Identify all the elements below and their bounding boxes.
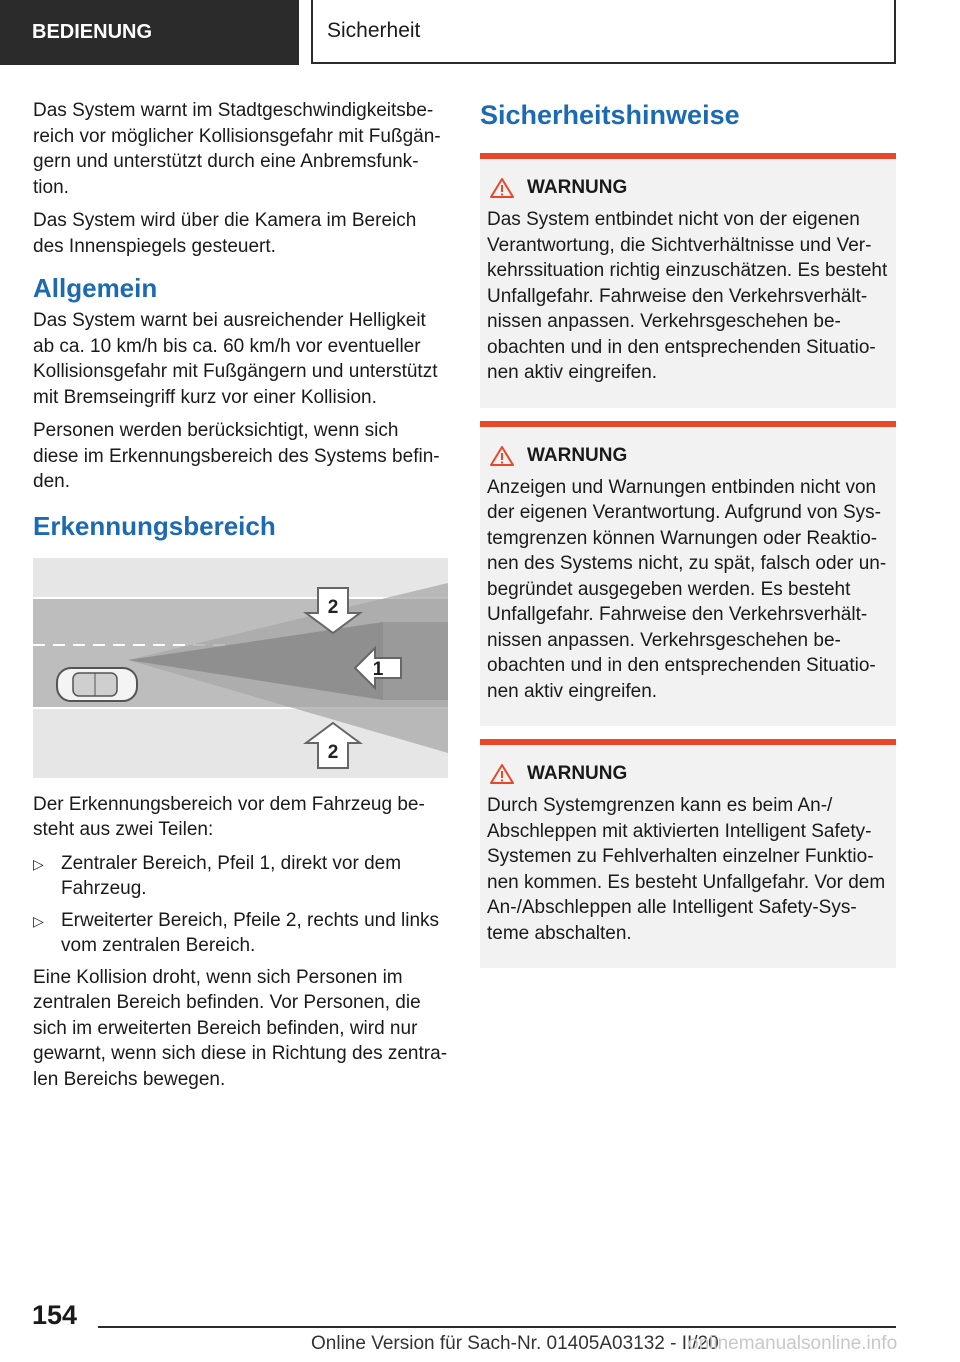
warning-label: WARNUNG bbox=[527, 177, 628, 198]
arrow-label-1: 1 bbox=[372, 658, 384, 680]
intro-paragraph: Das System warnt im Stadtgeschwindigkeitsbereich vor möglicher Kollisionsgefahr mit Fußgängern und unterstützt durch eine Anbremsfunktion. bbox=[33, 100, 441, 198]
warning-label: WARNUNG bbox=[527, 763, 628, 784]
footer-text: Online Version für Sach-Nr. 01405A03132 - II/20 bbox=[311, 1333, 719, 1354]
list-item: ▷ Zentraler Bereich, Pfeil 1, direkt vor dem Fahrzeug. bbox=[33, 852, 402, 899]
footer-divider bbox=[98, 1326, 896, 1328]
section-label: BEDIENUNG bbox=[32, 21, 153, 43]
heading-allgemein: Allgemein bbox=[33, 273, 158, 303]
intro-paragraph: Das System wird über die Kamera im Bereich des Innenspiegels gesteuert. bbox=[33, 210, 417, 257]
body-paragraph: Der Erkennungsbereich vor dem Fahrzeug besteht aus zwei Teilen: bbox=[33, 793, 425, 840]
warning-triangle-icon bbox=[489, 445, 515, 467]
warning-text: Durch Systemgrenzen kann es beim An-/ Abschleppen mit aktivierten Intelligent Safety-Systemen zu Fehlverhalten einzelner Funktionen kommen. Es besteht Unfallgefahr. Vor dem An-/Abschleppen alle Intelligent Safety-Systeme abschalten. bbox=[487, 795, 886, 944]
arrow-label-2-top: 2 bbox=[327, 596, 339, 618]
left-column bbox=[33, 98, 448, 1100]
right-column bbox=[480, 98, 896, 981]
section-tab bbox=[0, 0, 299, 65]
heading-sicherheitshinweise: Sicherheitshinweise bbox=[480, 100, 740, 130]
body-paragraph: Personen werden berücksichtigt, wenn sich diese im Erkennungsbereich des Systems befinden. bbox=[33, 420, 440, 492]
warning-text: Das System entbindet nicht von der eigenen Verantwortung, die Sichtverhältnisse und Verkehrssituation richtig einzuschätzen. Es besteht Unfallgefahr. Fahrweise den Verkehrsverhältnissen anpassen. Verkehrsgeschehen beobachten und in den entsprechenden Situationen aktiv eingreifen. bbox=[487, 209, 888, 383]
warning-box bbox=[480, 153, 896, 408]
page-number: 154 bbox=[32, 1300, 78, 1330]
triangle-bullet-icon: ▷ bbox=[33, 855, 44, 872]
arrow-label-2-bottom: 2 bbox=[327, 741, 339, 763]
heading-erkennungsbereich: Erkennungsbereich bbox=[33, 510, 276, 541]
warning-triangle-icon bbox=[489, 763, 515, 785]
detection-list bbox=[33, 851, 448, 959]
watermark: onlinemanualsonline.info bbox=[688, 1333, 898, 1354]
body-paragraph: Eine Kollision droht, wenn sich Personen im zentralen Bereich befinden. Vor Personen, die sich im erweiterten Bereich befinden, wird nur gewarnt, wenn sich diese in Richtung des zentralen Bereichs bewegen. bbox=[33, 966, 448, 1090]
list-item: ▷ Erweiterter Bereich, Pfeile 2, rechts und links vom zentralen Bereich. bbox=[33, 909, 440, 956]
detection-range-diagram bbox=[33, 558, 448, 778]
page-header bbox=[311, 0, 896, 64]
warning-triangle-icon bbox=[489, 177, 515, 199]
warning-label: WARNUNG bbox=[527, 444, 628, 466]
triangle-bullet-icon: ▷ bbox=[33, 912, 44, 929]
chapter-title: Sicherheit bbox=[327, 19, 421, 42]
warning-box bbox=[480, 421, 896, 727]
body-paragraph: Das System warnt bei ausreichender Helligkeit ab ca. 10 km/h bis ca. 60 km/h vor eventueller Kollisionsgefahr mit Fußgängern und unterstützt mit Bremseingriff kurz vor einer Kollision. bbox=[33, 310, 438, 408]
warning-box bbox=[480, 739, 896, 968]
warning-text: Anzeigen und Warnungen entbinden nicht von der eigenen Verantwortung. Aufgrund von Systemgrenzen können Warnungen oder Reaktionen des Systems nicht, zu spät, falsch oder unbegründet ausgegeben werden. Es besteht Unfallgefahr. Fahrweise den Verkehrsverhältnissen anpassen. Verkehrsgeschehen beobachten und in den entsprechenden Situationen aktiv eingreifen. bbox=[487, 476, 887, 702]
car-icon bbox=[57, 668, 137, 701]
